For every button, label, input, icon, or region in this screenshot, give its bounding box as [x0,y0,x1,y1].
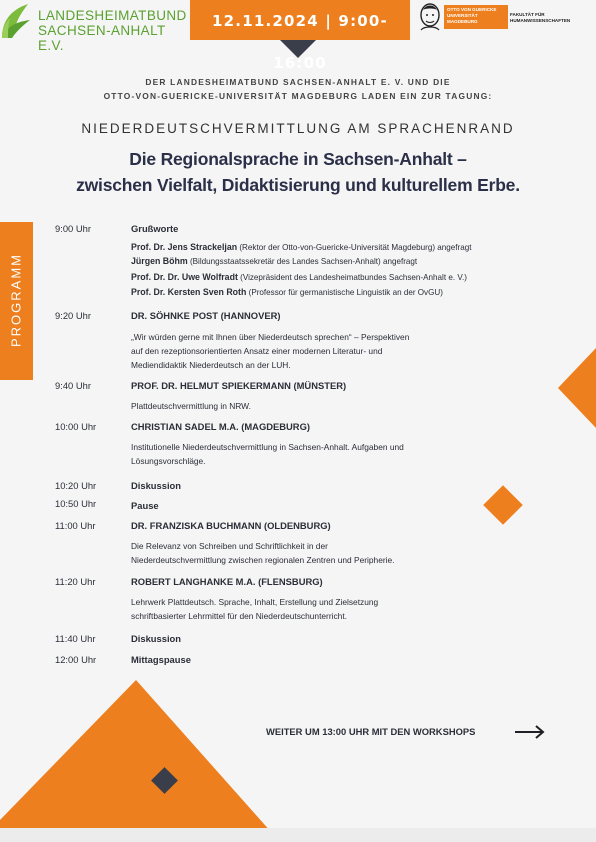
greeting-speaker: Prof. Dr. Kersten Sven Roth (Professor für germanistische Linguistik an der OvGU) [131,287,443,297]
invitation-line-2: OTTO-VON-GUERICKE-UNIVERSITÄT MAGDEBURG LADEN EIN ZUR TAGUNG: [103,91,493,101]
agenda-heading: Mittagspause [131,654,191,665]
agenda-heading: Diskussion [131,480,182,491]
greeting-speaker: Prof. Dr. Jens Strackeljan (Rektor der Otto-von-Guericke-Universität Magdeburg) angefragt [131,242,472,252]
agenda-description: Die Relevanz von Schreiben und Schriftlichkeit in der Niederdeutschvermittlung zwischen regionalen Zentren und Peripherie. [131,541,395,565]
guericke-portrait-icon [418,2,442,32]
uni-line-2: UNIVERSITÄT [447,13,478,18]
agenda-heading: DR. FRANZISKA BUCHMANN (OLDENBURG) [131,520,331,531]
uni-line-3: MAGDEBURG [447,19,478,24]
program-label: PROGRAMM [8,253,24,347]
logo-line-2: SACHSEN-ANHALT E.V. [38,23,166,53]
faculty-label [510,12,570,24]
footer-strip [0,828,596,842]
continue-workshops-text: WEITER UM 13:00 UHR MIT DEN WORKSHOPS [266,726,476,737]
faculty-line-2: HUMANWISSENSCHAFTEN [510,18,571,23]
agenda-heading: ROBERT LANGHANKE M.A. (FLENSBURG) [131,576,323,587]
agenda-heading: CHRISTIAN SADEL M.A. (MAGDEBURG) [131,421,310,432]
logo-line-1: LANDESHEIMATBUND [38,8,187,23]
agenda-description: Institutionelle Niederdeutschvermittlung in Sachsen-Anhalt. Aufgaben und Lösungsvorschläge. [131,442,404,466]
agenda-heading: Pause [131,500,159,511]
bottom-orange-triangle [0,680,280,842]
faculty-line-1: FAKULTÄT FÜR [510,12,545,17]
greeting-time: 9:00 Uhr [55,223,91,234]
greeting-heading: Grußworte [131,223,179,234]
orange-diamond-small [483,485,523,525]
invitation-text [0,75,596,103]
uni-line-1: OTTO VON GUERICKE [447,7,497,12]
agenda-time: 11:40 Uhr [55,633,96,644]
date-pointer-triangle [280,40,316,58]
agenda-time: 10:20 Uhr [55,480,97,491]
university-name-box [444,5,508,29]
agenda-time: 9:40 Uhr [55,380,91,391]
right-edge-diamond [558,348,596,428]
leaf-logo-icon [0,2,34,40]
event-date-banner: 12.11.2024 | 9:00-16:00 [190,0,410,40]
title-line-1: Die Regionalsprache in Sachsen-Anhalt – [129,149,467,169]
invitation-line-1: DER LANDESHEIMATBUND SACHSEN-ANHALT E. V. UND DIE [145,77,451,87]
university-logo [418,2,508,32]
conference-subtitle: NIEDERDEUTSCHVERMITTLUNG AM SPRACHENRAND [81,121,515,136]
greeting-speaker: Jürgen Böhm (Bildungsstaatssekretär des Landes Sachsen-Anhalt) angefragt [131,256,418,266]
agenda-description: Plattdeutschvermittlung in NRW. [131,401,251,411]
agenda-description: Lehrwerk Plattdeutsch. Sprache, Inhalt, Erstellung und Zielsetzung schriftbasierter Lehrmittel für den Niederdeutschunterricht. [131,597,379,621]
agenda-time: 12:00 Uhr [55,654,97,665]
agenda-time: 10:50 Uhr [55,498,97,509]
agenda-time: 9:20 Uhr [55,310,91,321]
greeting-speaker: Prof. Dr. Dr. Uwe Wolfradt (Vizepräsident des Landesheimatbundes Sachsen-Anhalt e. V.) [131,272,467,282]
agenda-heading: PROF. DR. HELMUT SPIEKERMANN (MÜNSTER) [131,380,347,391]
agenda-time: 10:00 Uhr [55,421,97,432]
arrow-right-icon [514,725,546,739]
agenda-heading: DR. SÖHNKE POST (HANNOVER) [131,310,281,321]
title-line-2: zwischen Vielfalt, Didaktisierung und kulturellem Erbe. [76,175,520,195]
lhb-logo [0,0,190,53]
conference-title [0,146,596,198]
agenda-heading: Diskussion [131,633,182,644]
agenda-time: 11:20 Uhr [55,576,96,587]
agenda-description: „Wir würden gerne mit Ihnen über Niederdeutsch sprechen“ – Perspektiven auf den rezeptionsorientierten Ansatz einer modernen Literatur- und Mediendidaktik Niederdeutsch an der LUH. [131,332,410,370]
agenda-time: 11:00 Uhr [55,520,96,531]
